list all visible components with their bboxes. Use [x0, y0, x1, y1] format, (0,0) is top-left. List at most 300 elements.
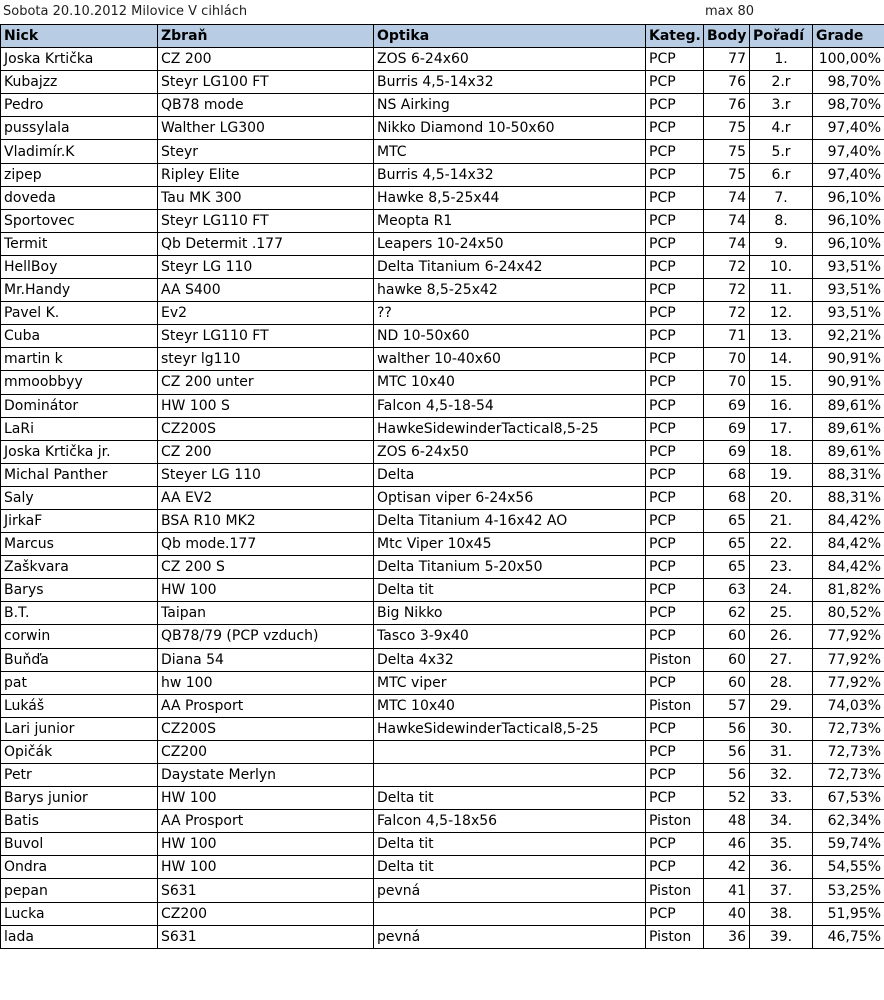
- cell-weapon[interactable]: Steyer LG 110: [158, 463, 374, 486]
- cell-category[interactable]: PCP: [646, 740, 704, 763]
- cell-scope[interactable]: Big Nikko: [374, 602, 646, 625]
- cell-grade[interactable]: 100,00%: [813, 48, 884, 71]
- cell-grade[interactable]: 81,82%: [813, 579, 884, 602]
- cell-weapon[interactable]: CZ 200: [158, 48, 374, 71]
- cell-points[interactable]: 69: [704, 440, 750, 463]
- cell-scope[interactable]: Hawke 8,5-25x44: [374, 186, 646, 209]
- cell-nick[interactable]: Pavel K.: [1, 302, 158, 325]
- cell-scope[interactable]: Falcon 4,5-18-54: [374, 394, 646, 417]
- cell-scope[interactable]: pevná: [374, 879, 646, 902]
- cell-scope[interactable]: Delta tit: [374, 579, 646, 602]
- cell-category[interactable]: PCP: [646, 232, 704, 255]
- cell-rank[interactable]: 12.: [750, 302, 813, 325]
- cell-weapon[interactable]: AA Prosport: [158, 810, 374, 833]
- cell-weapon[interactable]: Qb mode.177: [158, 533, 374, 556]
- cell-points[interactable]: 56: [704, 717, 750, 740]
- cell-rank[interactable]: 19.: [750, 463, 813, 486]
- cell-grade[interactable]: 74,03%: [813, 694, 884, 717]
- cell-scope[interactable]: ND 10-50x60: [374, 325, 646, 348]
- cell-scope[interactable]: HawkeSidewinderTactical8,5-25: [374, 717, 646, 740]
- cell-rank[interactable]: 9.: [750, 232, 813, 255]
- cell-nick[interactable]: Buvol: [1, 833, 158, 856]
- cell-scope[interactable]: Delta Titanium 5-20x50: [374, 556, 646, 579]
- cell-points[interactable]: 71: [704, 325, 750, 348]
- cell-weapon[interactable]: QB78 mode: [158, 94, 374, 117]
- cell-nick[interactable]: Termit: [1, 232, 158, 255]
- cell-scope[interactable]: MTC viper: [374, 671, 646, 694]
- cell-category[interactable]: PCP: [646, 764, 704, 787]
- column-header-category[interactable]: Kateg.: [646, 25, 704, 48]
- cell-category[interactable]: PCP: [646, 140, 704, 163]
- cell-points[interactable]: 65: [704, 533, 750, 556]
- table-row: [1, 440, 884, 463]
- cell-category[interactable]: Piston: [646, 925, 704, 948]
- cell-grade[interactable]: 77,92%: [813, 625, 884, 648]
- cell-category[interactable]: PCP: [646, 348, 704, 371]
- cell-points[interactable]: 70: [704, 371, 750, 394]
- cell-points[interactable]: 40: [704, 902, 750, 925]
- table-body: [1, 48, 884, 949]
- cell-nick[interactable]: Lukáš: [1, 694, 158, 717]
- cell-weapon[interactable]: Walther LG300: [158, 117, 374, 140]
- cell-category[interactable]: PCP: [646, 48, 704, 71]
- cell-rank[interactable]: 3.r: [750, 94, 813, 117]
- cell-points[interactable]: 75: [704, 117, 750, 140]
- cell-category[interactable]: PCP: [646, 509, 704, 532]
- cell-grade[interactable]: 93,51%: [813, 279, 884, 302]
- cell-weapon[interactable]: CZ200: [158, 902, 374, 925]
- cell-points[interactable]: 46: [704, 833, 750, 856]
- cell-scope[interactable]: Meopta R1: [374, 209, 646, 232]
- cell-scope[interactable]: Delta Titanium 4-16x42 AO: [374, 509, 646, 532]
- cell-nick[interactable]: Opičák: [1, 740, 158, 763]
- cell-weapon[interactable]: CZ200S: [158, 717, 374, 740]
- cell-rank[interactable]: 13.: [750, 325, 813, 348]
- cell-nick[interactable]: Lucka: [1, 902, 158, 925]
- cell-category[interactable]: PCP: [646, 117, 704, 140]
- column-header-weapon[interactable]: Zbraň: [158, 25, 374, 48]
- cell-weapon[interactable]: Ripley Elite: [158, 163, 374, 186]
- cell-grade[interactable]: 89,61%: [813, 394, 884, 417]
- cell-nick[interactable]: LaRi: [1, 417, 158, 440]
- cell-nick[interactable]: JirkaF: [1, 509, 158, 532]
- cell-category[interactable]: Piston: [646, 810, 704, 833]
- cell-category[interactable]: PCP: [646, 533, 704, 556]
- cell-points[interactable]: 65: [704, 556, 750, 579]
- cell-scope[interactable]: walther 10-40x60: [374, 348, 646, 371]
- cell-weapon[interactable]: CZ 200: [158, 440, 374, 463]
- cell-rank[interactable]: 21.: [750, 509, 813, 532]
- cell-weapon[interactable]: CZ200: [158, 740, 374, 763]
- cell-category[interactable]: PCP: [646, 902, 704, 925]
- cell-scope[interactable]: MTC: [374, 140, 646, 163]
- cell-grade[interactable]: 51,95%: [813, 902, 884, 925]
- cell-points[interactable]: 76: [704, 71, 750, 94]
- cell-points[interactable]: 57: [704, 694, 750, 717]
- cell-rank[interactable]: 32.: [750, 764, 813, 787]
- cell-nick[interactable]: martin k: [1, 348, 158, 371]
- table-row: [1, 348, 884, 371]
- cell-points[interactable]: 52: [704, 787, 750, 810]
- cell-points[interactable]: 60: [704, 671, 750, 694]
- cell-category[interactable]: PCP: [646, 787, 704, 810]
- table-row: [1, 625, 884, 648]
- cell-category[interactable]: PCP: [646, 486, 704, 509]
- cell-grade[interactable]: 67,53%: [813, 787, 884, 810]
- cell-nick[interactable]: Cuba: [1, 325, 158, 348]
- cell-weapon[interactable]: Diana 54: [158, 648, 374, 671]
- cell-category[interactable]: PCP: [646, 186, 704, 209]
- cell-scope[interactable]: NS Airking: [374, 94, 646, 117]
- cell-weapon[interactable]: Steyr: [158, 140, 374, 163]
- cell-nick[interactable]: Vladimír.K: [1, 140, 158, 163]
- cell-weapon[interactable]: HW 100: [158, 833, 374, 856]
- cell-rank[interactable]: 38.: [750, 902, 813, 925]
- cell-category[interactable]: PCP: [646, 209, 704, 232]
- cell-points[interactable]: 65: [704, 509, 750, 532]
- cell-category[interactable]: PCP: [646, 279, 704, 302]
- cell-points[interactable]: 72: [704, 279, 750, 302]
- cell-weapon[interactable]: HW 100: [158, 856, 374, 879]
- cell-category[interactable]: PCP: [646, 440, 704, 463]
- cell-grade[interactable]: 97,40%: [813, 117, 884, 140]
- cell-nick[interactable]: Mr.Handy: [1, 279, 158, 302]
- cell-grade[interactable]: 72,73%: [813, 717, 884, 740]
- cell-grade[interactable]: 77,92%: [813, 648, 884, 671]
- cell-nick[interactable]: Dominátor: [1, 394, 158, 417]
- cell-points[interactable]: 42: [704, 856, 750, 879]
- cell-rank[interactable]: 17.: [750, 417, 813, 440]
- cell-weapon[interactable]: Ev2: [158, 302, 374, 325]
- cell-weapon[interactable]: HW 100: [158, 787, 374, 810]
- cell-weapon[interactable]: Steyr LG110 FT: [158, 325, 374, 348]
- cell-rank[interactable]: 16.: [750, 394, 813, 417]
- cell-grade[interactable]: 59,74%: [813, 833, 884, 856]
- cell-nick[interactable]: Petr: [1, 764, 158, 787]
- cell-scope[interactable]: [374, 902, 646, 925]
- cell-points[interactable]: 60: [704, 625, 750, 648]
- cell-nick[interactable]: Pedro: [1, 94, 158, 117]
- cell-grade[interactable]: 54,55%: [813, 856, 884, 879]
- cell-category[interactable]: PCP: [646, 325, 704, 348]
- cell-grade[interactable]: 62,34%: [813, 810, 884, 833]
- cell-nick[interactable]: lada: [1, 925, 158, 948]
- cell-nick[interactable]: pepan: [1, 879, 158, 902]
- cell-weapon[interactable]: HW 100 S: [158, 394, 374, 417]
- cell-nick[interactable]: corwin: [1, 625, 158, 648]
- cell-scope[interactable]: Delta tit: [374, 787, 646, 810]
- cell-category[interactable]: PCP: [646, 71, 704, 94]
- cell-rank[interactable]: 20.: [750, 486, 813, 509]
- cell-grade[interactable]: 89,61%: [813, 417, 884, 440]
- cell-points[interactable]: 74: [704, 209, 750, 232]
- cell-nick[interactable]: mmoobbyy: [1, 371, 158, 394]
- cell-scope[interactable]: Optisan viper 6-24x56: [374, 486, 646, 509]
- table-row: [1, 94, 884, 117]
- cell-points[interactable]: 36: [704, 925, 750, 948]
- cell-scope[interactable]: Delta 4x32: [374, 648, 646, 671]
- cell-grade[interactable]: 77,92%: [813, 671, 884, 694]
- cell-category[interactable]: PCP: [646, 602, 704, 625]
- cell-grade[interactable]: 90,91%: [813, 348, 884, 371]
- cell-points[interactable]: 72: [704, 302, 750, 325]
- cell-rank[interactable]: 27.: [750, 648, 813, 671]
- cell-scope[interactable]: Falcon 4,5-18x56: [374, 810, 646, 833]
- cell-nick[interactable]: Buňďa: [1, 648, 158, 671]
- cell-weapon[interactable]: hw 100: [158, 671, 374, 694]
- cell-scope[interactable]: Leapers 10-24x50: [374, 232, 646, 255]
- cell-weapon[interactable]: steyr lg110: [158, 348, 374, 371]
- cell-rank[interactable]: 10.: [750, 255, 813, 278]
- cell-grade[interactable]: 84,42%: [813, 509, 884, 532]
- cell-category[interactable]: PCP: [646, 302, 704, 325]
- table-row: [1, 902, 884, 925]
- cell-scope[interactable]: MTC 10x40: [374, 694, 646, 717]
- cell-weapon[interactable]: QB78/79 (PCP vzduch): [158, 625, 374, 648]
- column-header-points[interactable]: Body: [704, 25, 750, 48]
- cell-points[interactable]: 41: [704, 879, 750, 902]
- cell-category[interactable]: PCP: [646, 94, 704, 117]
- cell-category[interactable]: PCP: [646, 579, 704, 602]
- cell-nick[interactable]: pussylala: [1, 117, 158, 140]
- table-row: [1, 925, 884, 948]
- cell-category[interactable]: PCP: [646, 417, 704, 440]
- cell-points[interactable]: 77: [704, 48, 750, 71]
- cell-weapon[interactable]: S631: [158, 925, 374, 948]
- cell-rank[interactable]: 28.: [750, 671, 813, 694]
- cell-grade[interactable]: 90,91%: [813, 371, 884, 394]
- cell-grade[interactable]: 92,21%: [813, 325, 884, 348]
- cell-scope[interactable]: Mtc Viper 10x45: [374, 533, 646, 556]
- cell-weapon[interactable]: CZ 200 unter: [158, 371, 374, 394]
- column-header-nick[interactable]: Nick: [1, 25, 158, 48]
- cell-rank[interactable]: 15.: [750, 371, 813, 394]
- cell-scope[interactable]: Delta tit: [374, 833, 646, 856]
- cell-points[interactable]: 62: [704, 602, 750, 625]
- sheet-title[interactable]: Sobota 20.10.2012 Milovice V cihlách: [3, 4, 248, 19]
- cell-grade[interactable]: 88,31%: [813, 463, 884, 486]
- cell-points[interactable]: 72: [704, 255, 750, 278]
- cell-nick[interactable]: Ondra: [1, 856, 158, 879]
- cell-nick[interactable]: Sportovec: [1, 209, 158, 232]
- cell-points[interactable]: 69: [704, 394, 750, 417]
- cell-points[interactable]: 56: [704, 740, 750, 763]
- cell-nick[interactable]: Joska Krtička jr.: [1, 440, 158, 463]
- cell-scope[interactable]: Burris 4,5-14x32: [374, 163, 646, 186]
- cell-nick[interactable]: doveda: [1, 186, 158, 209]
- cell-rank[interactable]: 6.r: [750, 163, 813, 186]
- cell-category[interactable]: PCP: [646, 371, 704, 394]
- cell-weapon[interactable]: AA EV2: [158, 486, 374, 509]
- cell-weapon[interactable]: Steyr LG 110: [158, 255, 374, 278]
- cell-scope[interactable]: pevná: [374, 925, 646, 948]
- cell-grade[interactable]: 46,75%: [813, 925, 884, 948]
- cell-grade[interactable]: 97,40%: [813, 140, 884, 163]
- column-header-scope[interactable]: Optika: [374, 25, 646, 48]
- cell-scope[interactable]: MTC 10x40: [374, 371, 646, 394]
- cell-points[interactable]: 74: [704, 232, 750, 255]
- cell-grade[interactable]: 96,10%: [813, 232, 884, 255]
- cell-category[interactable]: PCP: [646, 671, 704, 694]
- cell-points[interactable]: 48: [704, 810, 750, 833]
- cell-grade[interactable]: 72,73%: [813, 740, 884, 763]
- cell-points[interactable]: 63: [704, 579, 750, 602]
- cell-category[interactable]: Piston: [646, 879, 704, 902]
- cell-points[interactable]: 74: [704, 186, 750, 209]
- cell-scope[interactable]: ZOS 6-24x60: [374, 48, 646, 71]
- cell-category[interactable]: PCP: [646, 163, 704, 186]
- cell-nick[interactable]: Joska Krtička: [1, 48, 158, 71]
- cell-grade[interactable]: 72,73%: [813, 764, 884, 787]
- cell-category[interactable]: PCP: [646, 394, 704, 417]
- cell-rank[interactable]: 11.: [750, 279, 813, 302]
- cell-weapon[interactable]: S631: [158, 879, 374, 902]
- cell-category[interactable]: Piston: [646, 694, 704, 717]
- cell-points[interactable]: 69: [704, 417, 750, 440]
- table-row: [1, 463, 884, 486]
- cell-category[interactable]: PCP: [646, 717, 704, 740]
- cell-nick[interactable]: pat: [1, 671, 158, 694]
- results-table: [0, 24, 884, 949]
- cell-category[interactable]: PCP: [646, 625, 704, 648]
- table-row: [1, 556, 884, 579]
- cell-points[interactable]: 76: [704, 94, 750, 117]
- cell-nick[interactable]: Batis: [1, 810, 158, 833]
- cell-rank[interactable]: 26.: [750, 625, 813, 648]
- cell-grade[interactable]: 98,70%: [813, 94, 884, 117]
- cell-nick[interactable]: B.T.: [1, 602, 158, 625]
- cell-grade[interactable]: 96,10%: [813, 186, 884, 209]
- cell-nick[interactable]: Saly: [1, 486, 158, 509]
- cell-category[interactable]: Piston: [646, 648, 704, 671]
- cell-category[interactable]: PCP: [646, 833, 704, 856]
- cell-weapon[interactable]: CZ200S: [158, 417, 374, 440]
- cell-grade[interactable]: 84,42%: [813, 556, 884, 579]
- cell-scope[interactable]: ZOS 6-24x50: [374, 440, 646, 463]
- cell-nick[interactable]: Michal Panther: [1, 463, 158, 486]
- cell-scope[interactable]: Tasco 3-9x40: [374, 625, 646, 648]
- table-row: [1, 232, 884, 255]
- cell-points[interactable]: 75: [704, 140, 750, 163]
- cell-weapon[interactable]: AA S400: [158, 279, 374, 302]
- table-row: [1, 325, 884, 348]
- cell-nick[interactable]: Barys: [1, 579, 158, 602]
- cell-category[interactable]: PCP: [646, 556, 704, 579]
- cell-rank[interactable]: 30.: [750, 717, 813, 740]
- cell-rank[interactable]: 18.: [750, 440, 813, 463]
- cell-points[interactable]: 70: [704, 348, 750, 371]
- cell-grade[interactable]: 98,70%: [813, 71, 884, 94]
- cell-rank[interactable]: 7.: [750, 186, 813, 209]
- cell-points[interactable]: 60: [704, 648, 750, 671]
- cell-scope[interactable]: [374, 740, 646, 763]
- cell-category[interactable]: PCP: [646, 856, 704, 879]
- cell-category[interactable]: PCP: [646, 255, 704, 278]
- table-row: [1, 117, 884, 140]
- cell-points[interactable]: 56: [704, 764, 750, 787]
- cell-nick[interactable]: Kubajzz: [1, 71, 158, 94]
- cell-scope[interactable]: ??: [374, 302, 646, 325]
- cell-points[interactable]: 68: [704, 463, 750, 486]
- cell-rank[interactable]: 31.: [750, 740, 813, 763]
- table-row: [1, 509, 884, 532]
- cell-scope[interactable]: Nikko Diamond 10-50x60: [374, 117, 646, 140]
- cell-weapon[interactable]: Daystate Merlyn: [158, 764, 374, 787]
- cell-scope[interactable]: HawkeSidewinderTactical8,5-25: [374, 417, 646, 440]
- cell-points[interactable]: 75: [704, 163, 750, 186]
- cell-scope[interactable]: Delta Titanium 6-24x42: [374, 255, 646, 278]
- cell-nick[interactable]: Marcus: [1, 533, 158, 556]
- cell-rank[interactable]: 4.r: [750, 117, 813, 140]
- cell-scope[interactable]: [374, 764, 646, 787]
- cell-rank[interactable]: 5.r: [750, 140, 813, 163]
- cell-weapon[interactable]: BSA R10 MK2: [158, 509, 374, 532]
- cell-weapon[interactable]: CZ 200 S: [158, 556, 374, 579]
- cell-weapon[interactable]: AA Prosport: [158, 694, 374, 717]
- table-row: [1, 48, 884, 71]
- cell-scope[interactable]: Delta: [374, 463, 646, 486]
- cell-weapon[interactable]: Qb Determit .177: [158, 232, 374, 255]
- cell-rank[interactable]: 24.: [750, 579, 813, 602]
- table-row: [1, 417, 884, 440]
- cell-scope[interactable]: hawke 8,5-25x42: [374, 279, 646, 302]
- table-row: [1, 787, 884, 810]
- cell-nick[interactable]: Barys junior: [1, 787, 158, 810]
- cell-scope[interactable]: Burris 4,5-14x32: [374, 71, 646, 94]
- cell-grade[interactable]: 96,10%: [813, 209, 884, 232]
- cell-grade[interactable]: 93,51%: [813, 255, 884, 278]
- cell-rank[interactable]: 8.: [750, 209, 813, 232]
- cell-grade[interactable]: 89,61%: [813, 440, 884, 463]
- cell-scope[interactable]: Delta tit: [374, 856, 646, 879]
- cell-rank[interactable]: 2.r: [750, 71, 813, 94]
- cell-weapon[interactable]: Steyr LG110 FT: [158, 209, 374, 232]
- cell-rank[interactable]: 25.: [750, 602, 813, 625]
- cell-weapon[interactable]: Tau MK 300: [158, 186, 374, 209]
- cell-grade[interactable]: 93,51%: [813, 302, 884, 325]
- cell-nick[interactable]: HellBoy: [1, 255, 158, 278]
- cell-weapon[interactable]: Taipan: [158, 602, 374, 625]
- cell-rank[interactable]: 29.: [750, 694, 813, 717]
- cell-rank[interactable]: 35.: [750, 833, 813, 856]
- max-score-label[interactable]: max 80: [705, 4, 754, 19]
- cell-rank[interactable]: 22.: [750, 533, 813, 556]
- cell-weapon[interactable]: HW 100: [158, 579, 374, 602]
- column-header-rank[interactable]: Pořadí: [750, 25, 813, 48]
- cell-nick[interactable]: Lari junior: [1, 717, 158, 740]
- cell-nick[interactable]: Zaškvara: [1, 556, 158, 579]
- table-row: [1, 186, 884, 209]
- cell-nick[interactable]: zipep: [1, 163, 158, 186]
- cell-rank[interactable]: 33.: [750, 787, 813, 810]
- cell-rank[interactable]: 37.: [750, 879, 813, 902]
- cell-rank[interactable]: 23.: [750, 556, 813, 579]
- cell-rank[interactable]: 34.: [750, 810, 813, 833]
- cell-category[interactable]: PCP: [646, 463, 704, 486]
- cell-points[interactable]: 68: [704, 486, 750, 509]
- cell-rank[interactable]: 1.: [750, 48, 813, 71]
- column-header-grade[interactable]: Grade: [813, 25, 884, 48]
- cell-grade[interactable]: 84,42%: [813, 533, 884, 556]
- cell-grade[interactable]: 53,25%: [813, 879, 884, 902]
- cell-rank[interactable]: 39.: [750, 925, 813, 948]
- cell-rank[interactable]: 36.: [750, 856, 813, 879]
- cell-grade[interactable]: 88,31%: [813, 486, 884, 509]
- cell-grade[interactable]: 80,52%: [813, 602, 884, 625]
- cell-weapon[interactable]: Steyr LG100 FT: [158, 71, 374, 94]
- cell-grade[interactable]: 97,40%: [813, 163, 884, 186]
- cell-rank[interactable]: 14.: [750, 348, 813, 371]
